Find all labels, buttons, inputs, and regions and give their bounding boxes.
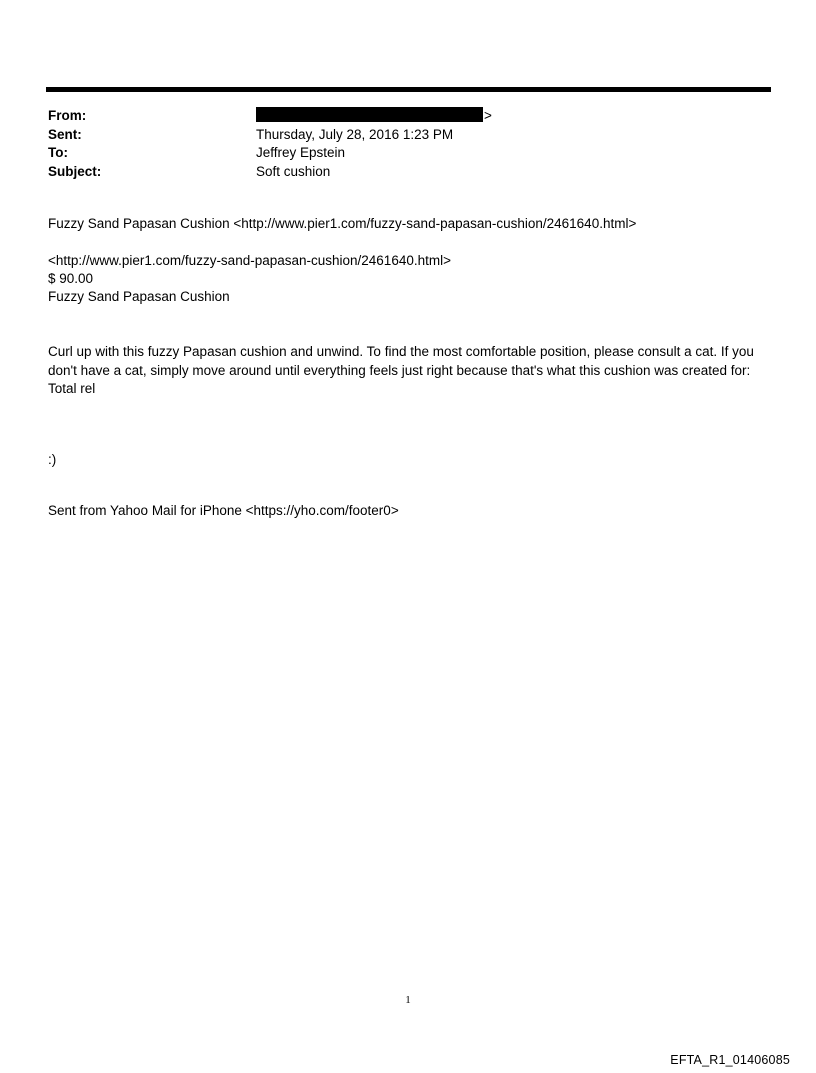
- redaction-block: [256, 107, 483, 122]
- from-suffix: >: [484, 108, 492, 123]
- email-header: [48, 107, 748, 181]
- subject-label: Subject:: [48, 163, 102, 179]
- product-link-line: Fuzzy Sand Papasan Cushion <http://www.pier1.com/fuzzy-sand-papasan-cushion/2461640.html>: [48, 216, 637, 231]
- product-url: <http://www.pier1.com/fuzzy-sand-papasan-cushion/2461640.html>: [48, 253, 451, 268]
- smiley-text: :): [48, 452, 57, 467]
- product-name: Fuzzy Sand Papasan Cushion: [48, 289, 230, 304]
- to-label: To:: [48, 145, 68, 160]
- email-signature: Sent from Yahoo Mail for iPhone <https://yho.com/footer0>: [48, 503, 399, 518]
- sent-label: Sent:: [48, 126, 82, 142]
- product-price: $ 90.00: [48, 271, 94, 286]
- document-id: EFTA_R1_01406085: [670, 1053, 790, 1067]
- sent-row: [48, 126, 748, 145]
- from-value: [256, 107, 748, 126]
- subject-value: Soft cushion: [256, 163, 331, 179]
- from-label: From:: [48, 108, 87, 123]
- from-row: [48, 107, 748, 126]
- sent-value: Thursday, July 28, 2016 1:23 PM: [256, 126, 454, 142]
- subject-row: [48, 163, 748, 182]
- to-value: Jeffrey Epstein: [256, 145, 346, 160]
- header-divider: [46, 87, 771, 92]
- page-number: 1: [405, 994, 411, 1006]
- product-description: Curl up with this fuzzy Papasan cushion and unwind. To find the most comfortable position, please consult a cat. If you don't have a cat, simply move around until everything feels just right because that's what this cushion was created for: Total rel: [48, 344, 754, 396]
- to-row: [48, 144, 748, 163]
